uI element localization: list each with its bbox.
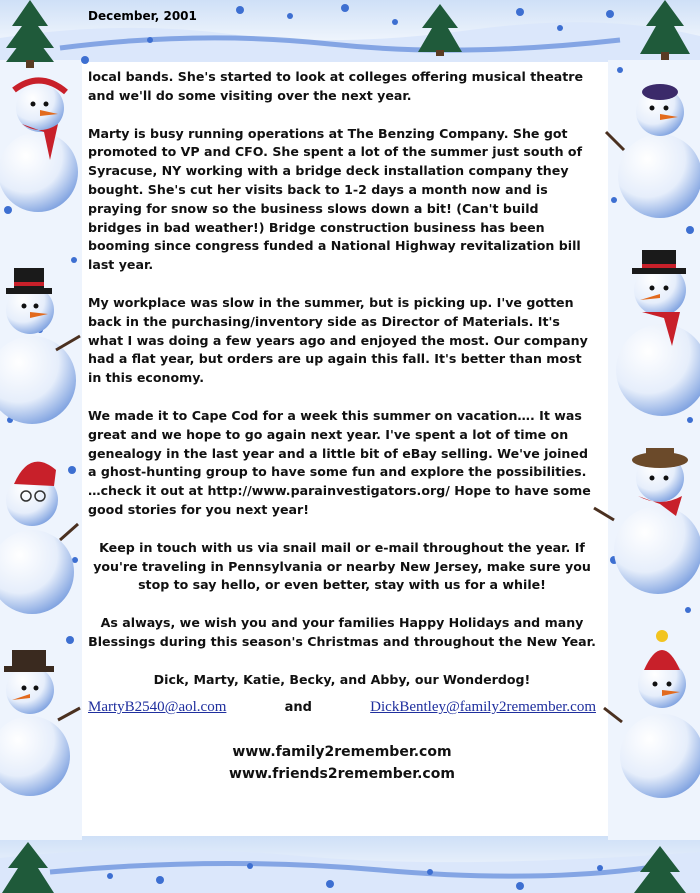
paragraph-my-work: My workplace was slow in the summer, but is picking up. I've gotten back in the purchasing/inventory side as Director of Materials. It's what I was doing a few years ago and enjoyed the most. Our company had a flat year, but orders are up again this fall. It's better than most in this economy.: [88, 294, 588, 386]
email-link-marty[interactable]: MartyB2540@aol.com: [88, 699, 227, 715]
paragraph-holiday-wishes: As always, we wish you and your families Happy Holidays and many Blessings during this season's Christmas and throughout the New Year.: [88, 615, 596, 649]
contact-emails: [88, 699, 596, 716]
paragraph-marty-work: Marty is busy running operations at The Benzing Company. She got promoted to VP and CFO. She spent a lot of the summer just south of Syracuse, NY working with a bridge deck installation company they bought. She's cut her visits back to 1-2 days a month now and is praying for snow so the business slows down a bit! (Can't build bridges in bad weather!) Bridge construction business has been booming since congress funded a National Highway revitalization bill last year.: [88, 125, 583, 273]
paragraph-vacation: We made it to Cape Cod for a week this summer on vacation…. It was great and we hope to go again next year. I've spent a lot of time on genealogy in the last year and a little bit of eBay selling. We've joined a ghost-hunting group to have some fun and explore the possibilities. …check it out at http://www.parainvestigators.org/ Hope to have some good stories for you next year!: [88, 407, 591, 517]
bottom-snow-band: [0, 836, 700, 893]
paragraph-keep-in-touch: Keep in touch with us via snail mail or e-mail throughout the year. If you're traveling in Pennsylvania or nearby New Jersey, make sure you stop to say hello, or even better, stay with us for a while!: [93, 539, 591, 593]
email-link-dick[interactable]: DickBentley@family2remember.com: [370, 699, 596, 715]
website-family2remember: www.family2remember.com: [232, 744, 452, 760]
website-friends2remember: www.friends2remember.com: [229, 766, 455, 782]
letter-body: [88, 68, 596, 709]
signature-line: Dick, Marty, Katie, Becky, and Abby, our Wonderdog!: [153, 671, 531, 687]
letter-date: December, 2001: [88, 9, 197, 23]
website-list: [88, 741, 596, 785]
and-label: and: [284, 700, 312, 715]
paragraph-colleges: local bands. She's started to look at colleges offering musical theatre and we'll do some visiting over the next year.: [88, 69, 584, 103]
